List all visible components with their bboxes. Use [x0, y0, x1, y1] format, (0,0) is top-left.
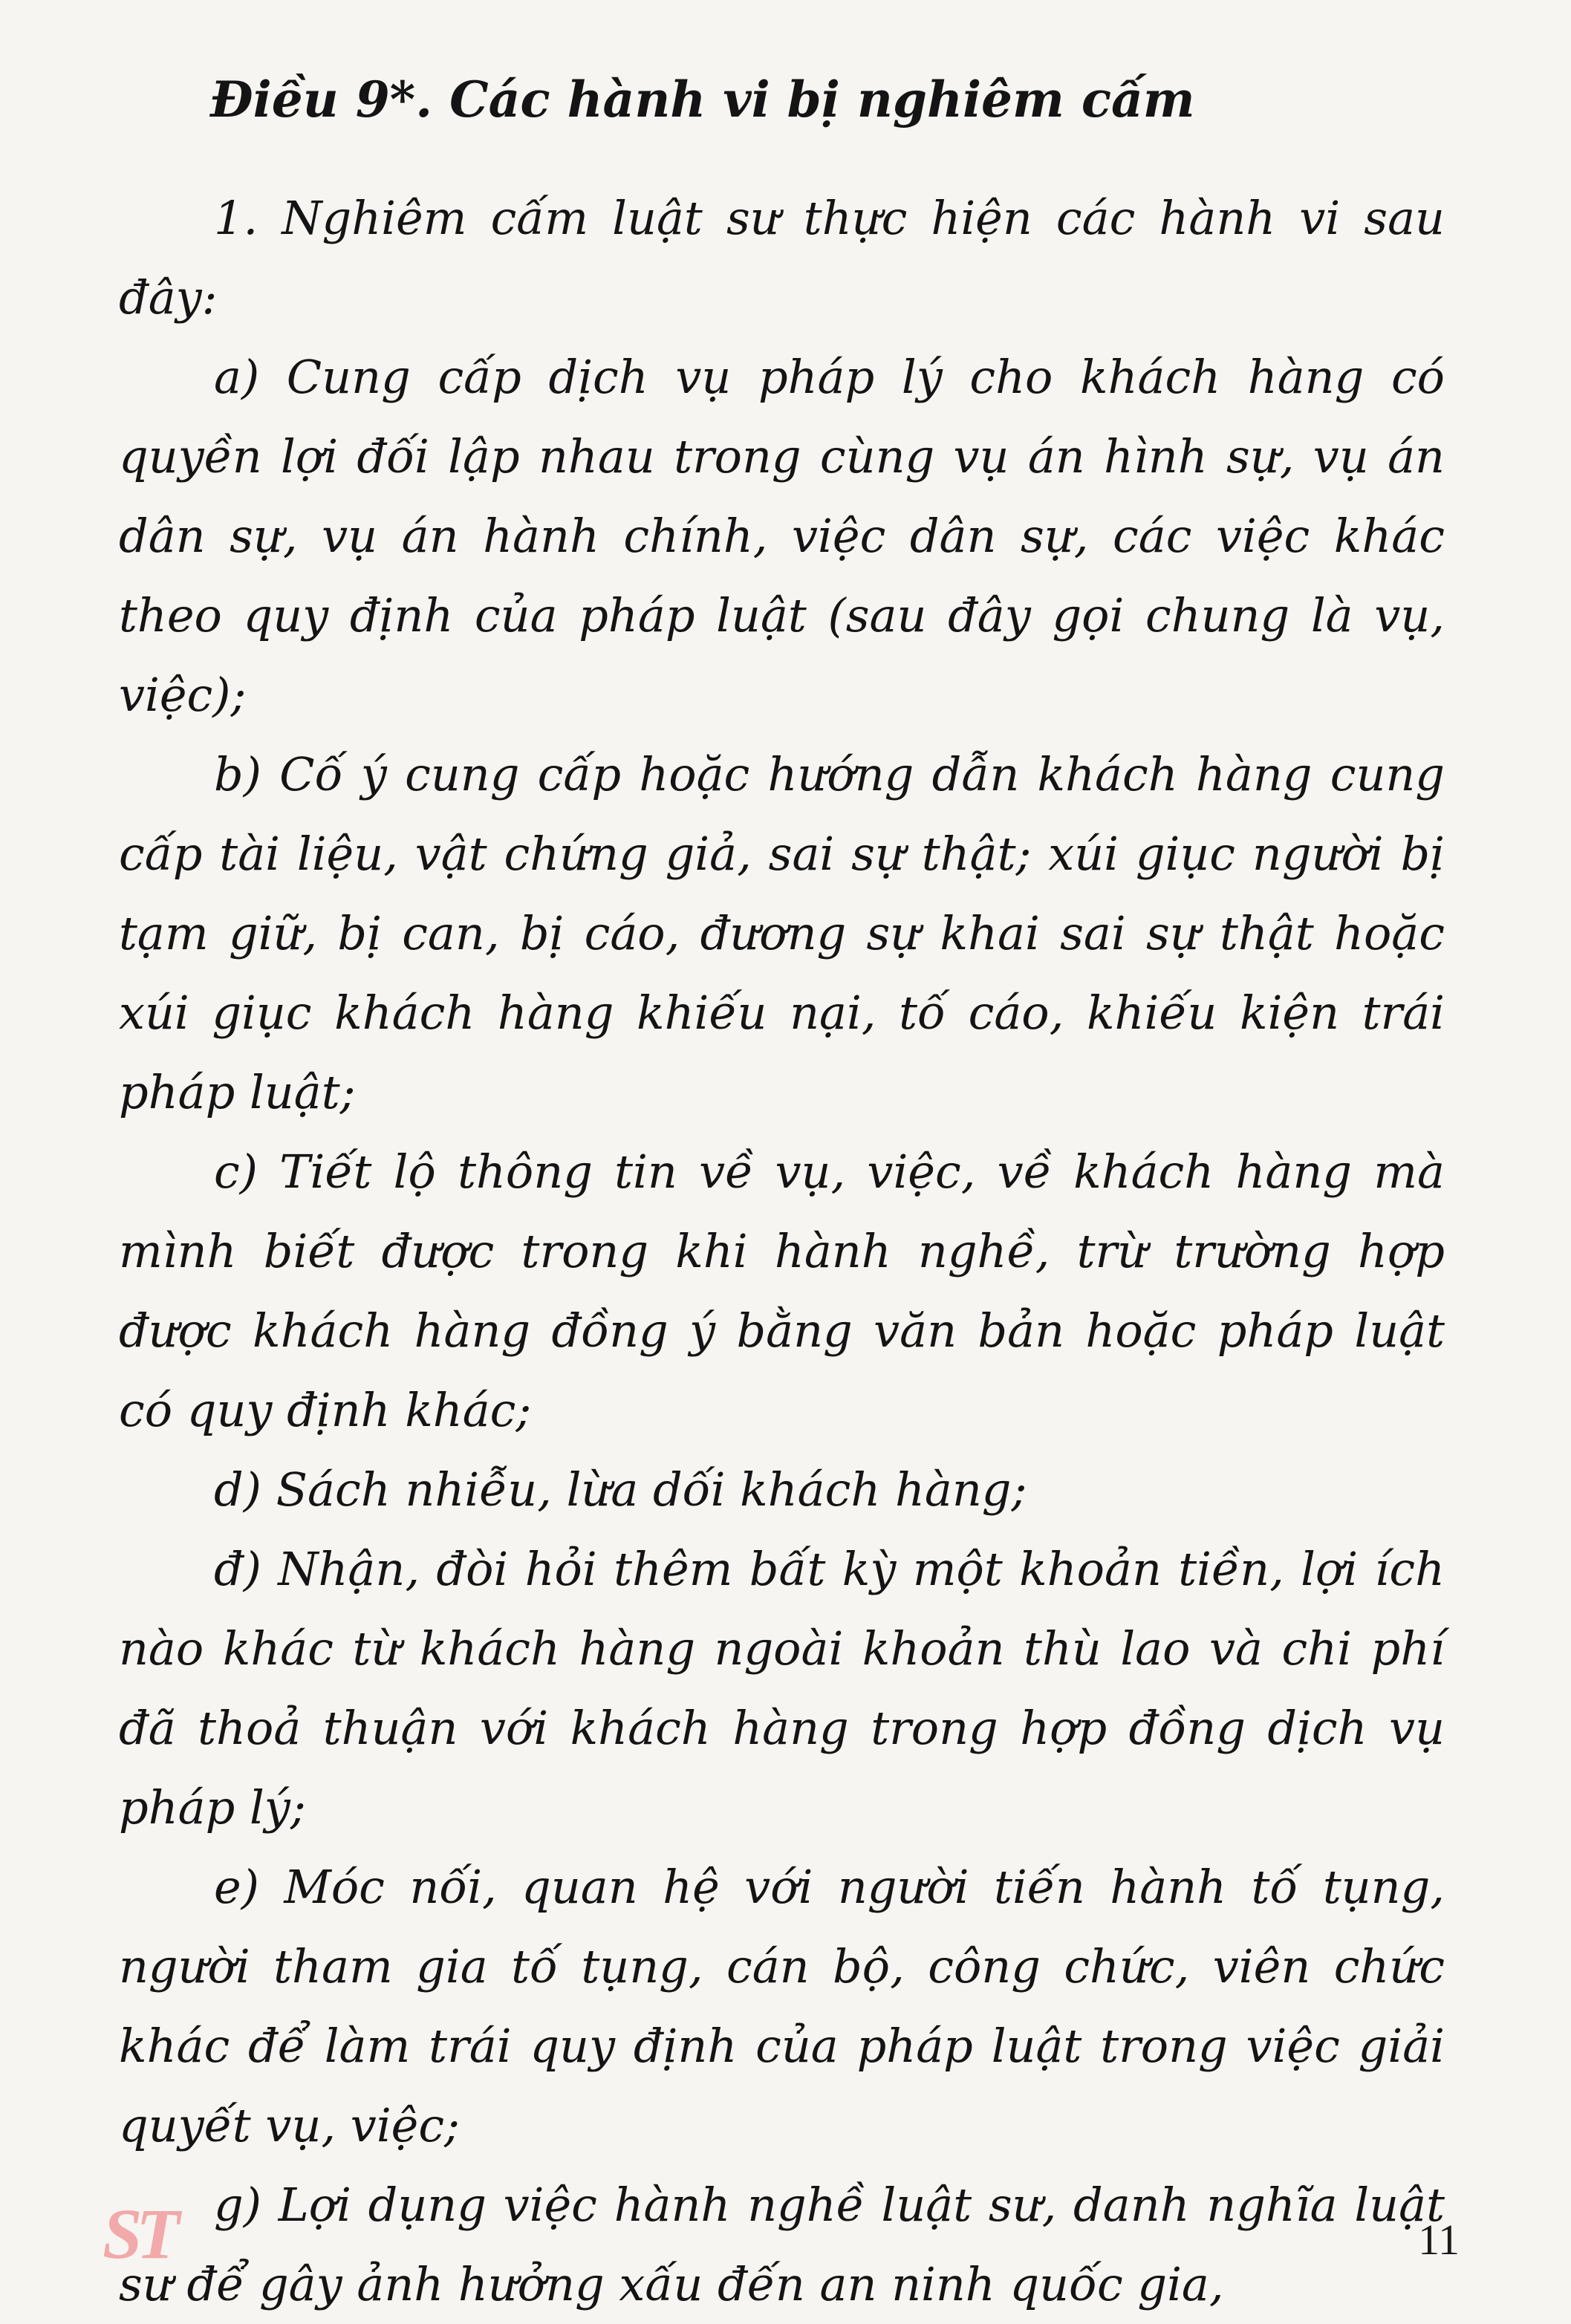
article-body: [119, 178, 1445, 2324]
paragraph-g: g) Lợi dụng việc hành nghề luật sư, danh nghĩa luật sư để gây ảnh hưởng xấu đến an ninh quốc gia,: [119, 2178, 1445, 2311]
paragraph-a: a) Cung cấp dịch vụ pháp lý cho khách hàng có quyền lợi đối lập nhau trong cùng vụ án hình sự, vụ án dân sự, vụ án hành chính, việc dân sự, các việc khác theo quy định của pháp luật (sau đây gọi chung là vụ, việc);: [119, 350, 1445, 722]
paragraph-c: c) Tiết lộ thông tin về vụ, việc, về khách hàng mà mình biết được trong khi hành nghề, trừ trường hợp được khách hàng đồng ý bằng văn bản hoặc pháp luật có quy định khác;: [119, 1145, 1445, 1437]
paragraph-dd: đ) Nhận, đòi hỏi thêm bất kỳ một khoản tiền, lợi ích nào khác từ khách hàng ngoài khoản thù lao và chi phí đã thoả thuận với khách hàng trong hợp đồng dịch vụ pháp lý;: [119, 1542, 1445, 1835]
paragraph-intro: 1. Nghiêm cấm luật sư thực hiện các hành vi sau đây:: [119, 191, 1445, 325]
page-number: 11: [1418, 2216, 1460, 2264]
paragraph-e: e) Móc nối, quan hệ với người tiến hành tố tụng, người tham gia tố tụng, cán bộ, công chức, viên chức khác để làm trái quy định của pháp luật trong việc giải quyết vụ, việc;: [119, 1860, 1445, 2152]
paragraph-d: d) Sách nhiễu, lừa dối khách hàng;: [214, 1462, 1027, 1517]
publisher-logo: ST: [103, 2194, 175, 2273]
article-heading: Điều 9*. Các hành vi bị nghiêm cấm: [210, 71, 1195, 128]
paragraph-b: b) Cố ý cung cấp hoặc hướng dẫn khách hàng cung cấp tài liệu, vật chứng giả, sai sự thật; xúi giục người bị tạm giữ, bị can, bị cáo, đương sự khai sai sự thật hoặc xúi giục khách hàng khiếu nại, tố cáo, khiếu kiện trái pháp luật;: [119, 747, 1445, 1119]
